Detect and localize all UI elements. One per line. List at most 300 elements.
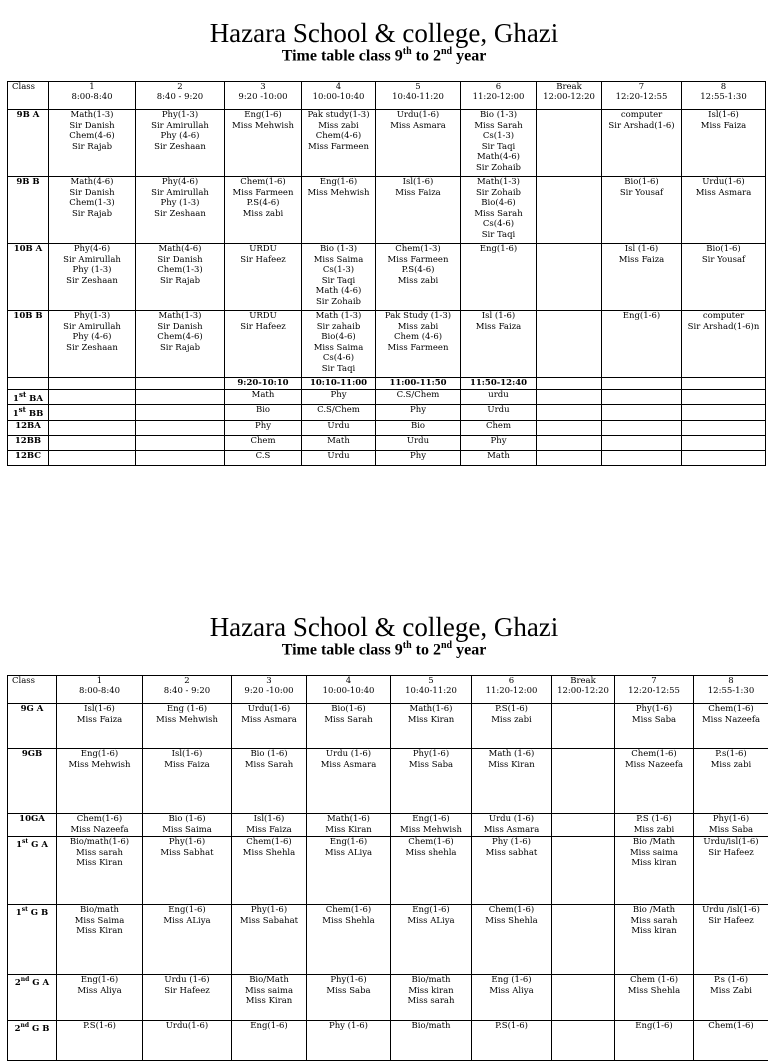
- cell-line: URDU: [226, 311, 300, 322]
- table-cell: [537, 435, 602, 450]
- cell-line: Miss Zabi: [695, 986, 767, 997]
- cell-line: Chem(1-6): [392, 837, 470, 848]
- table-cell: C.S: [225, 450, 302, 465]
- period-time: 11:20-12:00: [473, 686, 550, 696]
- cell-line: Miss Kiran: [233, 996, 305, 1007]
- period-label: 6: [462, 82, 535, 92]
- table-cell: [136, 177, 225, 244]
- cell-line: Math(1-6): [308, 814, 389, 825]
- table-cell: Urdu: [302, 450, 376, 465]
- cell-line: Chem(1-3): [50, 198, 134, 209]
- cell-line: Isl(1-6): [233, 814, 305, 825]
- class-name-cell: 10B A: [8, 244, 49, 311]
- class-name-cell: 12BC: [8, 450, 49, 465]
- cell-line: Miss Nazeefa: [58, 825, 141, 836]
- table-cell: [552, 704, 615, 749]
- table-row: [8, 814, 768, 837]
- table-cell: Chem: [461, 420, 537, 435]
- table-cell: [615, 814, 694, 837]
- cell-line: Chem(1-6): [58, 814, 141, 825]
- cell-line: Sir Yousaf: [683, 255, 764, 266]
- cell-line: Chem(1-6): [695, 1021, 767, 1032]
- cell-line: Chem(1-6): [233, 837, 305, 848]
- cell-line: Bio /Math: [616, 837, 692, 848]
- cell-line: Miss Saima: [58, 916, 141, 927]
- table-cell: [136, 435, 225, 450]
- class-name-cell: 1st BA: [8, 390, 49, 405]
- cell-line: Eng(1-6): [58, 749, 141, 760]
- cell-line: Sir Danish: [137, 255, 223, 266]
- period-time: 12:00-12:20: [553, 686, 613, 696]
- table-cell: [143, 814, 232, 837]
- table-cell: [615, 704, 694, 749]
- table-cell: [472, 704, 552, 749]
- period-time: 12:20-12:55: [616, 686, 692, 696]
- subtitle-sup: nd: [441, 640, 452, 651]
- header-cell: [615, 676, 694, 704]
- table-cell: [57, 814, 143, 837]
- table-cell: [391, 749, 472, 814]
- table-cell: [136, 311, 225, 378]
- timetable: [7, 675, 768, 1061]
- cell-line: Sir Arshad(1-6)n: [683, 322, 764, 333]
- timetable-subtitle: [0, 640, 768, 659]
- header-cell: [391, 676, 472, 704]
- header-cell: [232, 676, 307, 704]
- cell-line: Pak Study (1-3): [377, 311, 459, 322]
- cell-line: Miss zabi: [616, 825, 692, 836]
- table-cell: [694, 905, 768, 975]
- table-cell: [143, 749, 232, 814]
- cell-line: Bio(1-6): [308, 704, 389, 715]
- header-cell: [57, 676, 143, 704]
- subtitle-text: to 2: [412, 47, 441, 64]
- time-cell: [8, 378, 49, 390]
- cell-line: Urdu (1-6): [144, 975, 230, 986]
- cell-line: Phy(1-6): [144, 837, 230, 848]
- table-cell: Phy: [225, 420, 302, 435]
- cell-line: Miss Sabahat: [233, 916, 305, 927]
- table-cell: [143, 837, 232, 905]
- header-cell: [552, 676, 615, 704]
- cell-line: Miss sarah: [58, 848, 141, 859]
- cell-line: Isl(1-6): [683, 110, 764, 121]
- table-row: [8, 110, 766, 177]
- subtitle-text: year: [452, 641, 486, 658]
- cell-line: Miss Faiza: [462, 322, 535, 333]
- table-cell: [615, 749, 694, 814]
- period-time: 10:00-10:40: [308, 686, 389, 696]
- table-cell: [537, 110, 602, 177]
- cell-line: Miss Kiran: [58, 858, 141, 869]
- cell-line: Sir Zohaib: [303, 297, 374, 308]
- cell-line: Miss Kiran: [473, 760, 550, 771]
- time-cell: [602, 378, 682, 390]
- table-cell: [391, 905, 472, 975]
- table-cell: [461, 311, 537, 378]
- cell-line: Chem (1-6): [616, 975, 692, 986]
- table-cell: [615, 1021, 694, 1061]
- header-cell: [143, 676, 232, 704]
- cell-line: Miss Farmeen: [377, 343, 459, 354]
- cell-line: Pak study(1-3): [303, 110, 374, 121]
- cell-line: Miss Aliya: [473, 986, 550, 997]
- cell-line: Sir Rajab: [50, 142, 134, 153]
- class-name-cell: 10B B: [8, 311, 49, 378]
- cell-line: Eng(1-6): [233, 1021, 305, 1032]
- cell-line: Bio(1-6): [683, 244, 764, 255]
- table-cell: [49, 390, 136, 405]
- table-cell: [143, 905, 232, 975]
- cell-line: Miss zabi: [473, 715, 550, 726]
- table-cell: Math: [461, 450, 537, 465]
- cell-line: Miss Faiza: [377, 188, 459, 199]
- cell-line: Bio/math: [392, 1021, 470, 1032]
- cell-line: Bio (1-6): [233, 749, 305, 760]
- table-cell: [602, 420, 682, 435]
- cell-line: Miss Farmeen: [303, 142, 374, 153]
- cell-line: Miss Kiran: [58, 926, 141, 937]
- period-time: 12:55-1:30: [695, 686, 767, 696]
- table-cell: [537, 420, 602, 435]
- school-title: Hazara School & college, Ghazi: [0, 18, 768, 48]
- table-cell: [602, 110, 682, 177]
- cell-line: Bio(1-6): [603, 177, 680, 188]
- period-time: 10:40-11:20: [392, 686, 470, 696]
- time-cell: [49, 378, 136, 390]
- time-cell: [537, 378, 602, 390]
- cell-line: Sir Taqi: [303, 364, 374, 375]
- table-cell: [602, 244, 682, 311]
- table-cell: Urdu: [376, 435, 461, 450]
- table-cell: [57, 704, 143, 749]
- cell-line: P.S(4-6): [377, 265, 459, 276]
- table-cell: Phy: [376, 450, 461, 465]
- table-cell: [232, 1021, 307, 1061]
- cell-line: Miss Mehwish: [303, 188, 374, 199]
- period-label: 1: [58, 676, 141, 686]
- table-cell: Phy: [376, 405, 461, 420]
- period-time: 8:00-8:40: [50, 92, 134, 102]
- header-row: [8, 676, 768, 704]
- period-label: 2: [137, 82, 223, 92]
- cell-line: Sir Danish: [137, 322, 223, 333]
- cell-line: Miss kiran: [616, 926, 692, 937]
- cell-line: Sir Yousaf: [603, 188, 680, 199]
- cell-line: Miss Faiza: [233, 825, 305, 836]
- table-cell: [391, 704, 472, 749]
- class-name-cell: 12BA: [8, 420, 49, 435]
- table-cell: [136, 390, 225, 405]
- cell-line: Bio/Math: [233, 975, 305, 986]
- table-cell: [682, 110, 766, 177]
- cell-line: Miss shehla: [392, 848, 470, 859]
- period-label: 7: [616, 676, 692, 686]
- cell-line: Miss Mehwish: [226, 121, 300, 132]
- table-cell: [232, 814, 307, 837]
- table-cell: [136, 244, 225, 311]
- cell-line: Phy (1-3): [50, 265, 134, 276]
- cell-line: Miss Saima: [144, 825, 230, 836]
- table-cell: [302, 311, 376, 378]
- cell-line: Miss Nazeefa: [695, 715, 767, 726]
- time-cell: 9:20-10:10: [225, 378, 302, 390]
- period-label: Break: [553, 676, 613, 686]
- period-label: 3: [233, 676, 305, 686]
- period-label: 5: [377, 82, 459, 92]
- cell-line: Eng (1-6): [144, 704, 230, 715]
- table-cell: [49, 311, 136, 378]
- cell-line: Urdu(1-6): [683, 177, 764, 188]
- table-cell: [682, 435, 766, 450]
- class-name-cell: 1st G A: [8, 837, 57, 905]
- subtitle-text: Time table class 9: [282, 47, 403, 64]
- period-time: 11:20-12:00: [462, 92, 535, 102]
- class-name-sup: st: [19, 405, 26, 414]
- table-cell: Bio: [225, 405, 302, 420]
- cell-line: Sir Zohaib: [462, 163, 535, 174]
- cell-line: Math (1-3): [303, 311, 374, 322]
- table-cell: [472, 975, 552, 1021]
- cell-line: Miss Shehla: [233, 848, 305, 859]
- subtitle-text: year: [452, 47, 486, 64]
- cell-line: Miss Nazeefa: [616, 760, 692, 771]
- cell-line: Phy (4-6): [137, 131, 223, 142]
- table-cell: C.S/Chem: [376, 390, 461, 405]
- cell-line: Miss Asmara: [683, 188, 764, 199]
- table-cell: [472, 1021, 552, 1061]
- time-cell: 11:00-11:50: [376, 378, 461, 390]
- cell-line: Phy(4-6): [50, 244, 134, 255]
- class-name-cell: 12BB: [8, 435, 49, 450]
- cell-line: Miss Sarah: [308, 715, 389, 726]
- cell-line: Sir Hafeez: [226, 255, 300, 266]
- cell-line: Miss Asmara: [308, 760, 389, 771]
- cell-line: Miss Saima: [303, 255, 374, 266]
- header-cell: [302, 82, 376, 110]
- table-cell: [694, 749, 768, 814]
- cell-line: Miss Saba: [616, 715, 692, 726]
- table-cell: [552, 749, 615, 814]
- cell-line: Eng(1-6): [144, 905, 230, 916]
- cell-line: Sir Amirullah: [50, 255, 134, 266]
- table-cell: [682, 420, 766, 435]
- cell-line: Chem(1-6): [473, 905, 550, 916]
- table-cell: [602, 311, 682, 378]
- table-cell: Phy: [302, 390, 376, 405]
- cell-line: Sir Taqi: [462, 230, 535, 241]
- table-cell: [461, 244, 537, 311]
- period-label: 8: [683, 82, 764, 92]
- table-row: [8, 975, 768, 1021]
- cell-line: Chem(1-6): [308, 905, 389, 916]
- cell-line: Eng(1-6): [603, 311, 680, 322]
- table-cell: [302, 177, 376, 244]
- table-cell: [552, 814, 615, 837]
- cell-line: Isl(1-6): [58, 704, 141, 715]
- table-cell: [307, 837, 391, 905]
- table-cell: [682, 244, 766, 311]
- table-cell: [307, 905, 391, 975]
- period-label: 2: [144, 676, 230, 686]
- table-cell: [307, 814, 391, 837]
- cell-line: Sir Arshad(1-6): [603, 121, 680, 132]
- cell-line: Miss Farmeen: [226, 188, 300, 199]
- table-cell: [694, 837, 768, 905]
- cell-line: Chem(1-3): [137, 265, 223, 276]
- cell-line: Math (1-6): [473, 749, 550, 760]
- period-time: 8:40 - 9:20: [137, 92, 223, 102]
- table-cell: Math: [225, 390, 302, 405]
- cell-line: Chem(1-6): [695, 704, 767, 715]
- class-name-cell: 1st G B: [8, 905, 57, 975]
- table-cell: [232, 975, 307, 1021]
- cell-line: Math(4-6): [137, 244, 223, 255]
- cell-line: Isl(1-6): [377, 177, 459, 188]
- class-name-sup: st: [22, 838, 28, 845]
- cell-line: Urdu (1-6): [473, 814, 550, 825]
- timetable: [7, 81, 766, 466]
- cell-line: Miss Sarah: [462, 209, 535, 220]
- cell-line: Sir Rajab: [137, 343, 223, 354]
- cell-line: Phy(1-6): [695, 814, 767, 825]
- table-cell: [391, 814, 472, 837]
- cell-line: Sir Hafeez: [226, 322, 300, 333]
- cell-line: Miss sarah: [616, 916, 692, 927]
- table-cell: Chem: [225, 435, 302, 450]
- table-cell: [57, 749, 143, 814]
- table-row: [8, 1021, 768, 1061]
- table-cell: [49, 110, 136, 177]
- header-cell: [225, 82, 302, 110]
- table-cell: [376, 244, 461, 311]
- cell-line: Miss sarah: [392, 996, 470, 1007]
- cell-line: Phy(1-3): [50, 311, 134, 322]
- table-cell: [376, 177, 461, 244]
- cell-line: Urdu(1-6): [144, 1021, 230, 1032]
- cell-line: Math(4-6): [462, 152, 535, 163]
- cell-line: Miss Shehla: [473, 916, 550, 927]
- cell-line: Miss Saima: [303, 343, 374, 354]
- time-row: [8, 378, 766, 390]
- class-name-sup: nd: [20, 1022, 29, 1029]
- cell-line: Phy(1-6): [233, 905, 305, 916]
- period-label: 7: [603, 82, 680, 92]
- cell-line: P.S (1-6): [616, 814, 692, 825]
- cell-line: Phy(1-6): [308, 975, 389, 986]
- table-cell: [682, 450, 766, 465]
- cell-line: Bio/math: [58, 905, 141, 916]
- period-label: Break: [538, 82, 600, 92]
- table-cell: [225, 110, 302, 177]
- cell-line: Miss sabhat: [473, 848, 550, 859]
- table-cell: [602, 405, 682, 420]
- cell-line: Bio(4-6): [462, 198, 535, 209]
- cell-line: Miss saima: [616, 848, 692, 859]
- period-label: 1: [50, 82, 134, 92]
- cell-line: Eng(1-6): [226, 110, 300, 121]
- table-cell: [391, 1021, 472, 1061]
- table-cell: [225, 311, 302, 378]
- table-cell: [472, 837, 552, 905]
- cell-line: Bio(4-6): [303, 332, 374, 343]
- cell-line: Bio (1-3): [462, 110, 535, 121]
- table-cell: [682, 405, 766, 420]
- table-cell: [57, 837, 143, 905]
- cell-line: Miss zabi: [226, 209, 300, 220]
- table-cell: [307, 704, 391, 749]
- cell-line: Miss Shehla: [308, 916, 389, 927]
- cell-line: Sir Rajab: [137, 276, 223, 287]
- table-cell: [49, 405, 136, 420]
- table-cell: [49, 450, 136, 465]
- table-cell: Bio: [376, 420, 461, 435]
- cell-line: Miss Sarah: [462, 121, 535, 132]
- cell-line: Sir Hafeez: [695, 848, 767, 859]
- table-cell: [57, 1021, 143, 1061]
- subtitle-sup: th: [403, 640, 412, 651]
- table-cell: [302, 244, 376, 311]
- subtitle-text: to 2: [412, 641, 441, 658]
- cell-line: Phy(1-3): [137, 110, 223, 121]
- cell-line: Math (4-6): [303, 286, 374, 297]
- cell-line: Urdu (1-6): [308, 749, 389, 760]
- header-cell: [376, 82, 461, 110]
- cell-line: Math(1-3): [50, 110, 134, 121]
- table-row: [8, 177, 766, 244]
- table-row: [8, 390, 766, 405]
- table-cell: [143, 704, 232, 749]
- table-cell: [376, 110, 461, 177]
- cell-line: Miss saima: [233, 986, 305, 997]
- table-cell: [232, 704, 307, 749]
- cell-line: P.S(4-6): [226, 198, 300, 209]
- cell-line: Sir Zeshaan: [137, 142, 223, 153]
- cell-line: Miss Faiza: [144, 760, 230, 771]
- table-cell: [232, 905, 307, 975]
- cell-line: Sir Zeshaan: [137, 209, 223, 220]
- cell-line: Miss Saba: [308, 986, 389, 997]
- cell-line: Bio/math: [392, 975, 470, 986]
- table-cell: [537, 405, 602, 420]
- table-cell: [552, 975, 615, 1021]
- table-row: [8, 704, 768, 749]
- table-row: [8, 749, 768, 814]
- table-cell: [49, 435, 136, 450]
- table-cell: [602, 435, 682, 450]
- cell-line: Sir Hafeez: [144, 986, 230, 997]
- period-label: Class: [12, 676, 55, 686]
- cell-line: Sir Amirullah: [137, 188, 223, 199]
- time-cell: 11:50-12:40: [461, 378, 537, 390]
- table-cell: Math: [302, 435, 376, 450]
- school-title: Hazara School & college, Ghazi: [0, 612, 768, 642]
- period-time: 8:00-8:40: [58, 686, 141, 696]
- table-cell: [602, 450, 682, 465]
- table-cell: [376, 311, 461, 378]
- table-cell: [537, 311, 602, 378]
- cell-line: URDU: [226, 244, 300, 255]
- header-cell: [461, 82, 537, 110]
- period-label: 5: [392, 676, 470, 686]
- table-cell: [136, 405, 225, 420]
- cell-line: Urdu/isl(1-6): [695, 837, 767, 848]
- cell-line: Sir Danish: [50, 188, 134, 199]
- cell-line: Miss zabi: [377, 276, 459, 287]
- table-cell: [694, 975, 768, 1021]
- class-name-cell: 9B A: [8, 110, 49, 177]
- table-cell: [232, 837, 307, 905]
